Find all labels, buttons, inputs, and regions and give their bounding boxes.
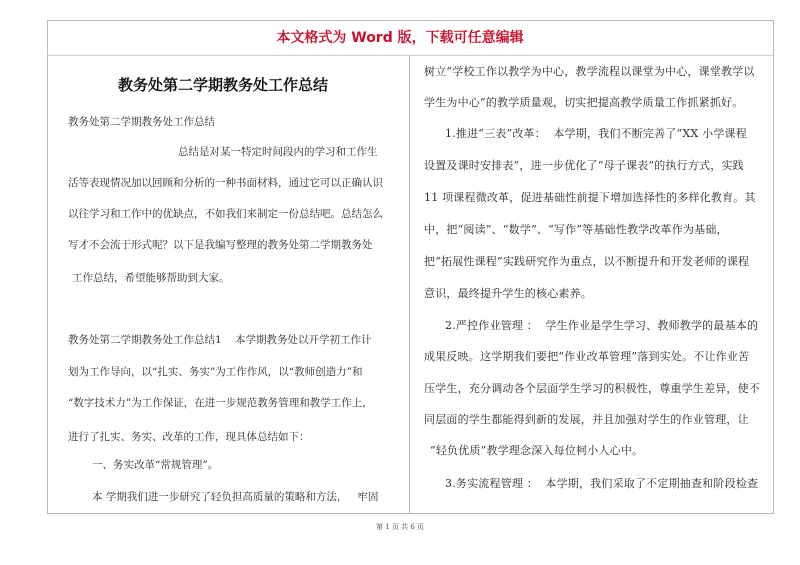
- paragraph-line: 成果反映。这学期我们要把“作业改革管理”落到实处。不让作业苦: [424, 350, 750, 363]
- list-item-heading: 2.严控作业管理 ： 学生作业是学生学习、教师教学的最基本的: [445, 319, 759, 332]
- paragraph-line: 设置及课时安排表”，进一步优化了“母子课表”的执行方式，实践: [424, 159, 744, 172]
- list-item-heading: 1.推进“三表”改革： 本学期，我们不断完善了“XX 小学课程: [445, 127, 747, 140]
- paragraph-line: 树立“学校工作以教学为中心，教学流程以课堂为中心，课堂教学以: [424, 65, 755, 78]
- section-heading: 一、务实改革“常规管理”。: [92, 459, 219, 471]
- format-banner: 本文格式为 Word 版，下载可任意编辑: [276, 30, 524, 46]
- list-item-heading: 3.务实流程管理 ： 本学期，我们采取了不定期抽查和阶段检查: [445, 477, 759, 490]
- paragraph-line: “数字技术力”为工作保证，在进一步规范教务管理和教学工作上，: [68, 397, 373, 409]
- document-title: 教务处第二学期教务处工作总结: [117, 76, 328, 94]
- paragraph-line: 11 项课程微改革，促进基础性前提下增加选择性的多样化教育。其: [424, 191, 756, 204]
- page-number-footer: 第 1 页 共 6 页: [375, 523, 425, 531]
- paragraph-line: 意识，最终提升学生的核心素养。: [424, 287, 592, 300]
- paragraph-line: 中，把“阅读”、“数学”、“写作”等基础性教学改革作为基础，: [424, 223, 728, 236]
- left-column: [48, 0, 408, 514]
- paragraph-line: 压学生，充分调动各个层面学生学习的积极性，尊重学生差异，使不: [424, 382, 760, 395]
- paragraph-line: 教务处第二学期教务处工作总结1 本学期教务处以开学初工作计: [68, 334, 372, 346]
- paragraph-line: 以往学习和工作中的优缺点，不如我们来制定一份总结吧。总结怎么: [68, 208, 383, 220]
- paragraph-line: 进行了扎实、务实、改革的工作，现具体总结如下：: [68, 431, 310, 443]
- paragraph-line: “轻负优质”教学理念深入每位柯小人心中。: [430, 444, 644, 457]
- paragraph-line: 写才不会流于形式呢？以下是我编写整理的教务处第二学期教务处: [68, 239, 373, 251]
- paragraph-line: 把“拓展性课程”实践研究作为重点，以不断提升和开发老师的课程: [424, 255, 750, 268]
- subtitle-line: 教务处第二学期教务处工作总结: [68, 116, 215, 128]
- paragraph-line: 划为工作导向，以“扎实、务实”为工作作风，以“教师创造力”和: [68, 366, 363, 378]
- paragraph-line: 工作总结，希望能够帮助到大家。: [72, 272, 230, 284]
- paragraph-line: 学生为中心”的教学质量观，切实把提高教学质量工作抓紧抓好。: [424, 96, 744, 109]
- paragraph-line: 同层面的学生都能得到新的发展，并且加强对学生的作业管理，让: [424, 413, 749, 426]
- right-column: [410, 0, 773, 514]
- paragraph-line: 本 学期我们进一步研究了轻负担高质量的策略和方法， 牢固: [92, 491, 379, 503]
- paragraph-line: 活等表现情况加以回顾和分析的一种书面材料，通过它可以正确认识: [68, 177, 383, 189]
- paragraph-line: 总结是对某一特定时间段内的学习和工作生: [178, 146, 378, 158]
